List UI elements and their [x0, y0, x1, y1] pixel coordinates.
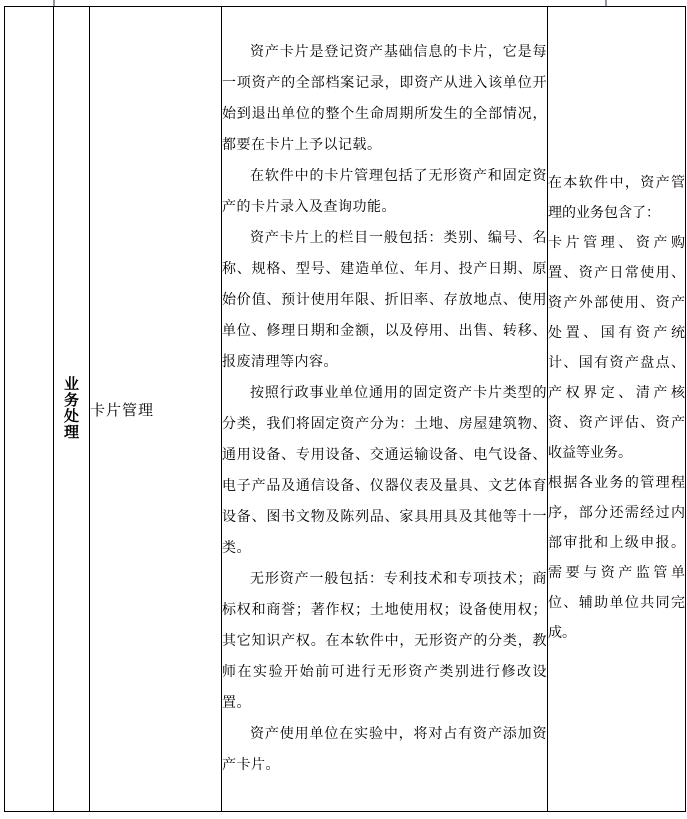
description-paragraph-4: 按照行政事业单位通用的固定资产卡片类型的分类，我们将固定资产分为：土地、房屋建筑物、通用设备、专用设备、交通运输设备、电气设备、电子产品及通信设备、仪器仪表及量具、文艺体育设备、图书文物及陈列品、家具用具及其他等十一类。 [222, 386, 547, 556]
table-row [5, 7, 686, 812]
notes-paragraph-1: 在本软件中，资产管理的业务包含了： [548, 176, 685, 221]
asset-card-table [4, 6, 686, 812]
section-cell [54, 7, 90, 812]
section-label-vertical: 业务处理 [63, 377, 79, 441]
description-paragraph-3: 资产卡片上的栏目一般包括：类别、编号、名称、规格、型号、建造单位、年月、投产日期、原始价值、预计使用年限、折旧率、存放地点、使用单位、修理日期和金额，以及停用、出售、转移、报废清理等内容。 [222, 231, 547, 370]
notes-paragraph-2: 卡片管理、资产购置、资产日常使用、资产外部使用、资产处置、国有资产统计、国有资产盘点、产权界定、清产核资、资产评估、资产收益等业务。 [548, 236, 685, 461]
description-paragraph-2: 在软件中的卡片管理包括了无形资产和固定资产的卡片录入及查询功能。 [222, 169, 547, 215]
description-paragraph-6: 资产使用单位在实验中，将对占有资产添加资产卡片。 [222, 727, 547, 773]
notes-cell [548, 7, 686, 812]
description-paragraph-5: 无形资产一般包括：专利技术和专项技术；商标权和商誉；著作权；土地使用权；设备使用权；其它知识产权。在本软件中，无形资产的分类，教师在实验开始前可进行无形资产类别进行修改设置。 [222, 572, 547, 711]
module-label: 卡片管理 [90, 402, 155, 419]
notes-paragraph-3: 根据各业务的管理程序，部分还需经过内部审批和上级申报。需要与资产监管单位、辅助单位共同完成。 [548, 476, 685, 641]
empty-cell [5, 7, 54, 812]
module-cell [90, 7, 222, 812]
description-paragraph-1: 资产卡片是登记资产基础信息的卡片，它是每一项资产的全部档案记录，即资产从进入该单位开始到退出单位的整个生命周期所发生的全部情况，都要在卡片上予以记载。 [222, 45, 547, 153]
description-cell [222, 7, 548, 812]
